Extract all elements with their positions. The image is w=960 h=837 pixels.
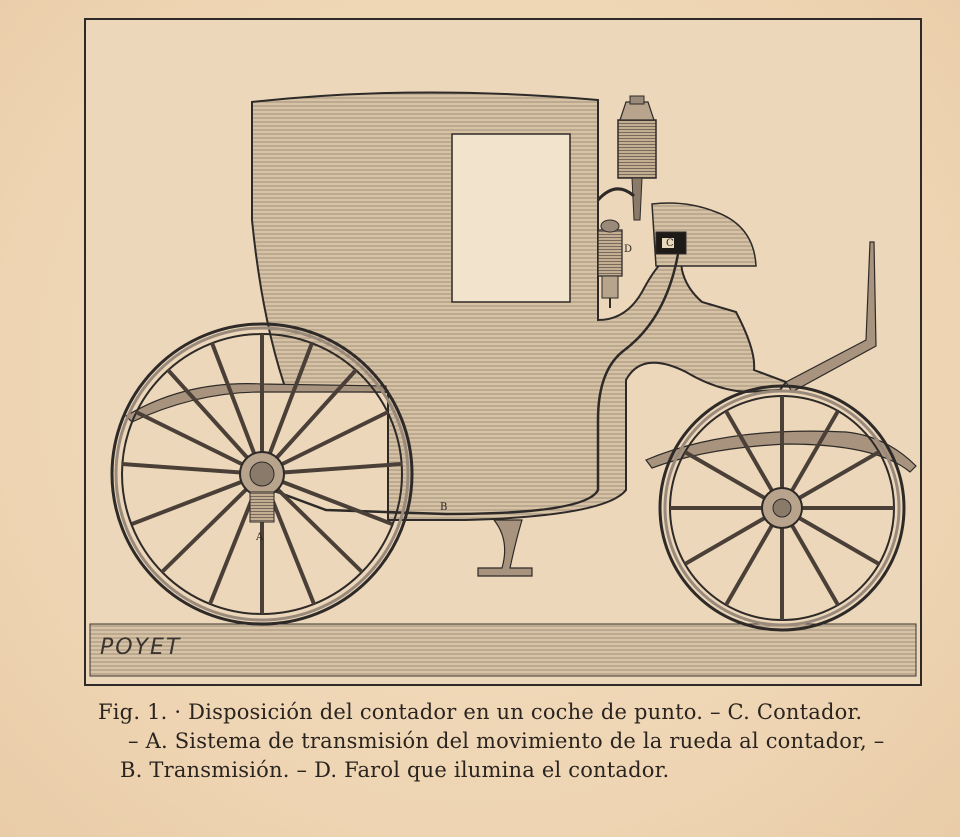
label-c: C (666, 238, 674, 249)
carriage-step (478, 520, 532, 576)
front-wheel (660, 386, 904, 630)
rear-spring (126, 384, 386, 422)
carriage-lamp (598, 96, 656, 220)
carriage-illustration (84, 18, 922, 686)
caption-line-3: B. Transmisión. – D. Farol que ilumina el contador. (120, 758, 670, 782)
caption-line-1: Fig. 1. · Disposición del contador en un coche de punto. – C. Contador. (98, 700, 863, 724)
label-a: A (256, 532, 264, 543)
carriage-window (452, 134, 570, 302)
carriage-drawing (86, 20, 920, 684)
counter-lamp-d (598, 220, 622, 308)
figure-caption (98, 698, 928, 785)
caption-line-2: – A. Sistema de transmisión del movimiento de la rueda al contador, – (128, 729, 885, 753)
ground-strip (90, 624, 916, 676)
artist-signature: POYET (100, 635, 182, 660)
dash-rail (786, 242, 876, 392)
label-b: B (440, 502, 448, 513)
label-d: D (624, 244, 633, 255)
